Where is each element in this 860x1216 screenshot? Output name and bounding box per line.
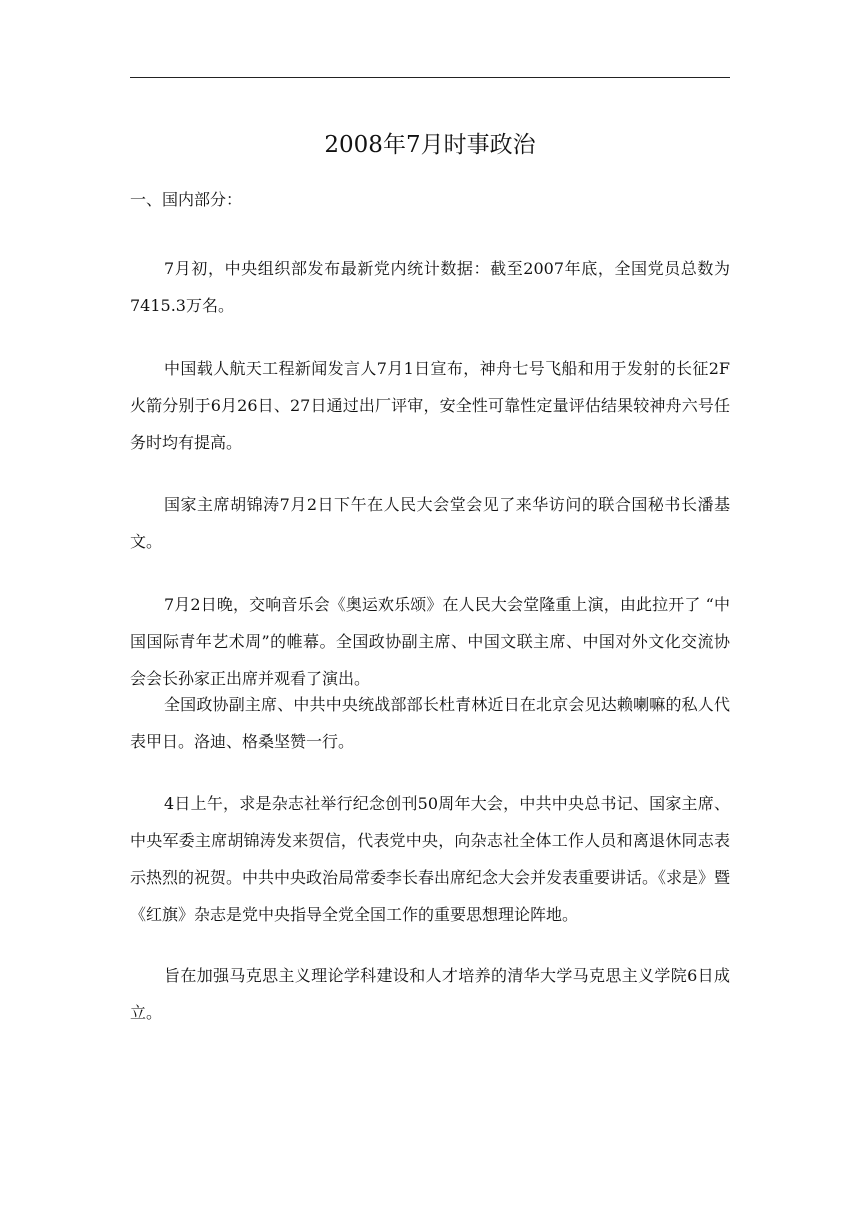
paragraph-tsinghua-marxism-school: 旨在加强马克思主义理论学科建设和人才培养的清华大学马克思主义学院6日成立。	[130, 966, 730, 1022]
paragraph-shenzhou-seven: 中国载人航天工程新闻发言人7月1日宣布，神舟七号飞船和用于发射的长征2F火箭分别于6月26日、27日通过出厂评审，安全性可靠性定量评估结果较神舟六号任务时均有提高。	[130, 359, 730, 452]
paragraph-du-qinglin-meeting: 全国政协副主席、中共中央统战部部长杜青林近日在北京会见达赖喇嘛的私人代表甲日。洛迪、格桑坚赞一行。	[130, 695, 730, 751]
paragraph-party-statistics: 7月初，中央组织部发布最新党内统计数据：截至2007年底，全国党员总数为7415.3万名。	[130, 259, 730, 315]
header-rule	[130, 77, 730, 78]
section-heading: 一、国内部分：	[130, 190, 243, 209]
paragraph-olympic-concert: 7月2日晚，交响音乐会《奥运欢乐颂》在人民大会堂隆重上演，由此拉开了 “中国国际青年艺术周”的帷幕。全国政协副主席、中国文联主席、中国对外文化交流协会会长孙家正出席并观看了演出。	[130, 595, 730, 688]
page-title: 2008年7月时事政治	[324, 132, 536, 158]
paragraph-ban-ki-moon-meeting: 国家主席胡锦涛7月2日下午在人民大会堂会见了来华访问的联合国秘书长潘基文。	[130, 495, 730, 551]
paragraph-qiushi-anniversary: 4日上午，求是杂志社举行纪念创刊50周年大会，中共中央总书记、国家主席、中央军委主席胡锦涛发来贺信，代表党中央，向杂志社全体工作人员和离退休同志表示热烈的祝贺。中共中央政治局常委李长春出席纪念大会并发表重要讲话。《求是》暨《红旗》杂志是党中央指导全党全国工作的重要思想理论阵地。	[130, 794, 731, 924]
